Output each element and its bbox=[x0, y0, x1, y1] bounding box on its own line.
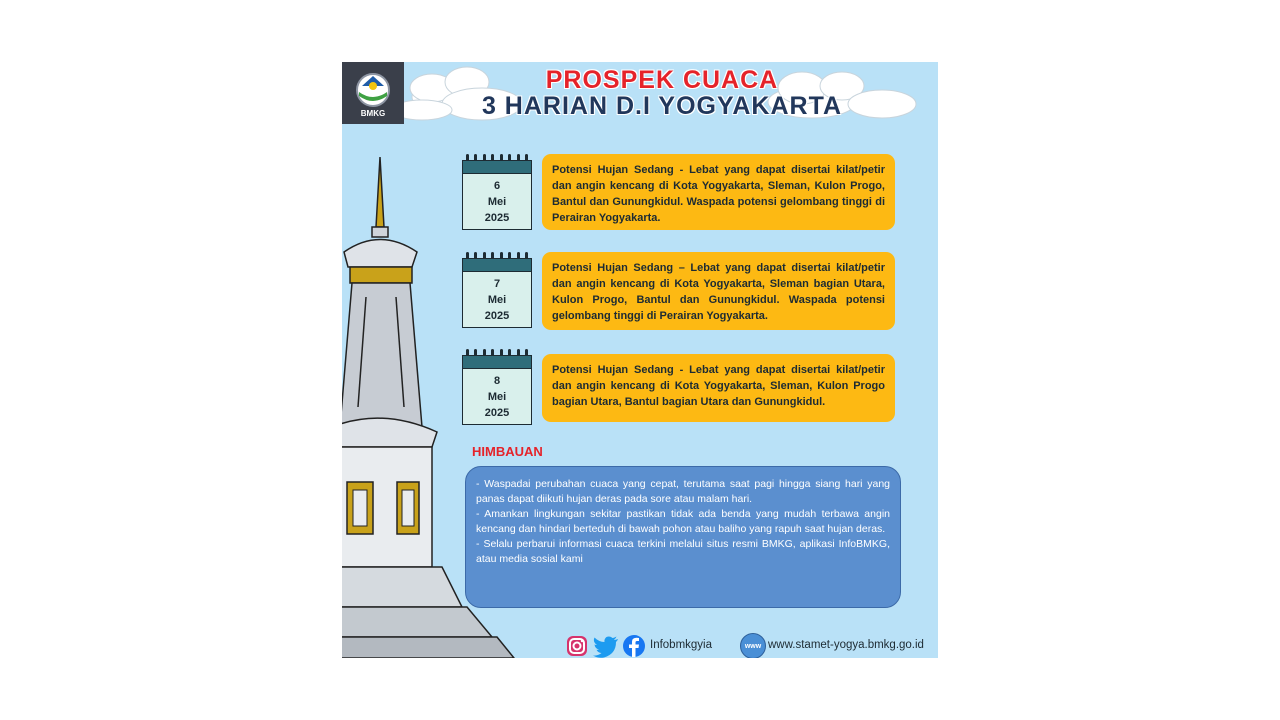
forecast-year: 2025 bbox=[484, 406, 510, 419]
forecast-day: 8 bbox=[493, 374, 501, 387]
www-badge: www bbox=[744, 642, 762, 650]
website-link[interactable]: www.stamet-yogya.bmkg.go.id bbox=[768, 639, 924, 651]
forecast-box bbox=[542, 154, 895, 230]
globe-icon bbox=[740, 633, 766, 658]
facebook-icon[interactable] bbox=[623, 635, 645, 657]
himbauan-item: - Waspadai perubahan cuaca yang cepat, terutama saat pagi hingga siang hari yang panas dapat diikuti hujan deras pada sore atau malam hari. bbox=[476, 478, 890, 505]
forecast-box bbox=[542, 252, 895, 330]
forecast-year: 2025 bbox=[484, 211, 510, 224]
forecast-text: Potensi Hujan Sedang - Lebat yang dapat disertai kilat/petir dan angin kencang di Kota Yogyakarta, Sleman, Kulon Progo bagian Utara, Bantul bagian Utara dan Gunungkidul. bbox=[552, 364, 885, 408]
forecast-day: 6 bbox=[493, 179, 501, 192]
himbauan-item: - Selalu perbarui informasi cuaca terkini melalui situs resmi BMKG, aplikasi InfoBMKG, atau media sosial kami bbox=[476, 538, 890, 565]
forecast-text: Potensi Hujan Sedang – Lebat yang dapat disertai kilat/petir dan angin kencang di Kota Yogyakarta, Sleman bagian Utara, Kulon Progo, Bantul dan Gunungkidul. Waspada potensi gelombang tinggi di Perairan Yogyakarta. bbox=[552, 262, 885, 322]
title-line-2: 3 HARIAN D.I YOGYAKARTA bbox=[481, 92, 843, 120]
forecast-text: Potensi Hujan Sedang - Lebat yang dapat disertai kilat/petir dan angin kencang di Kota Yogyakarta, Sleman, Kulon Progo, Bantul dan Gunungkidul. Waspada potensi gelombang tinggi di Perairan Yogyakarta. bbox=[552, 164, 885, 224]
social-handle[interactable]: Infobmkgyia bbox=[650, 639, 713, 651]
forecast-month: Mei bbox=[487, 293, 507, 306]
calendar-icon bbox=[462, 252, 532, 328]
himbauan-box bbox=[465, 466, 901, 608]
title-line-1: PROSPEK CUACA bbox=[545, 66, 779, 94]
forecast-box bbox=[542, 354, 895, 422]
instagram-icon[interactable] bbox=[566, 635, 588, 657]
forecast-month: Mei bbox=[487, 390, 507, 403]
forecast-year: 2025 bbox=[484, 309, 510, 322]
bmkg-logo bbox=[342, 62, 404, 124]
forecast-day: 7 bbox=[493, 277, 501, 290]
forecast-month: Mei bbox=[487, 195, 507, 208]
calendar-icon bbox=[462, 154, 532, 230]
twitter-icon[interactable] bbox=[593, 636, 619, 658]
himbauan-title: HIMBAUAN bbox=[472, 444, 543, 459]
infographic-poster bbox=[342, 62, 938, 658]
calendar-icon bbox=[462, 349, 532, 425]
bmkg-logo-text: BMKG bbox=[360, 109, 386, 118]
himbauan-item: - Amankan lingkungan sekitar pastikan tidak ada benda yang mudah terbawa angin kencang dan hindari berteduh di bawah pohon atau baliho yang rapuh saat hujan deras. bbox=[476, 508, 890, 535]
